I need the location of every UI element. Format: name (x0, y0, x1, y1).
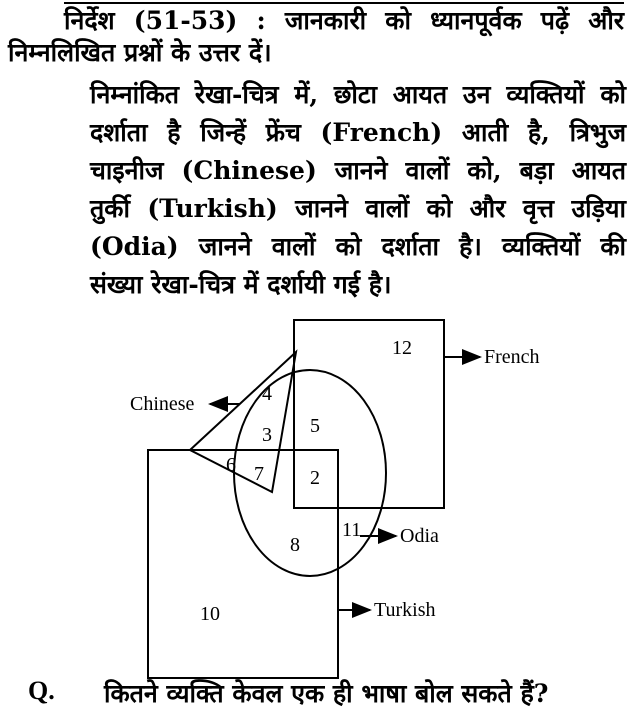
para-line-2: दर्शाता है जिन्हें फ्रेंच (French) आती है, त्रिभुज (90, 118, 626, 147)
question-row (0, 676, 636, 716)
para-line-5: (Odia) जानने वालों को दर्शाता है। व्यक्तियों की (90, 232, 626, 261)
region-chinese-only: 4 (262, 383, 272, 405)
region-turkish-only: 10 (200, 603, 220, 625)
region-chinese-turkish-odia: 7 (254, 463, 264, 485)
turkish-label: Turkish (374, 599, 436, 621)
directions-heading-text: निर्देश (51-53) : जानकारी को ध्यानपूर्वक पढ़ें और (64, 6, 624, 35)
para-line-1: निम्नांकित रेखा-चित्र में, छोटा आयत उन व्यक्तियों को (90, 80, 626, 109)
question-text: कितने व्यक्ति केवल एक ही भाषा बोल सकते हैं? (104, 679, 549, 708)
region-odia-only: 11 (342, 519, 362, 541)
region-chinese-french-odia: 3 (262, 424, 272, 446)
chinese-label: Chinese (130, 393, 195, 415)
para-line-4: तुर्की (Turkish) जानने वालों को और वृत्त उड़िया (90, 194, 626, 223)
region-french-turkish-odia: 2 (310, 467, 320, 489)
para-line-3: चाइनीज (Chinese) जानने वालों को, बड़ा आयत (90, 156, 626, 185)
para-line-6: संख्या रेखा-चित्र में दर्शायी गई है। (90, 270, 392, 299)
region-french-odia: 5 (310, 415, 320, 437)
venn-diagram (0, 300, 636, 680)
region-turkish-odia: 8 (290, 534, 300, 556)
french-label: French (484, 346, 540, 368)
region-chinese-turkish: 6 (226, 454, 236, 476)
odia-label: Odia (400, 525, 439, 547)
directions-heading-cont: निम्नलिखित प्रश्नों के उत्तर दें। (8, 38, 272, 67)
region-french-only: 12 (392, 337, 412, 359)
directions-heading (64, 2, 624, 38)
question-label: Q. (28, 676, 55, 705)
